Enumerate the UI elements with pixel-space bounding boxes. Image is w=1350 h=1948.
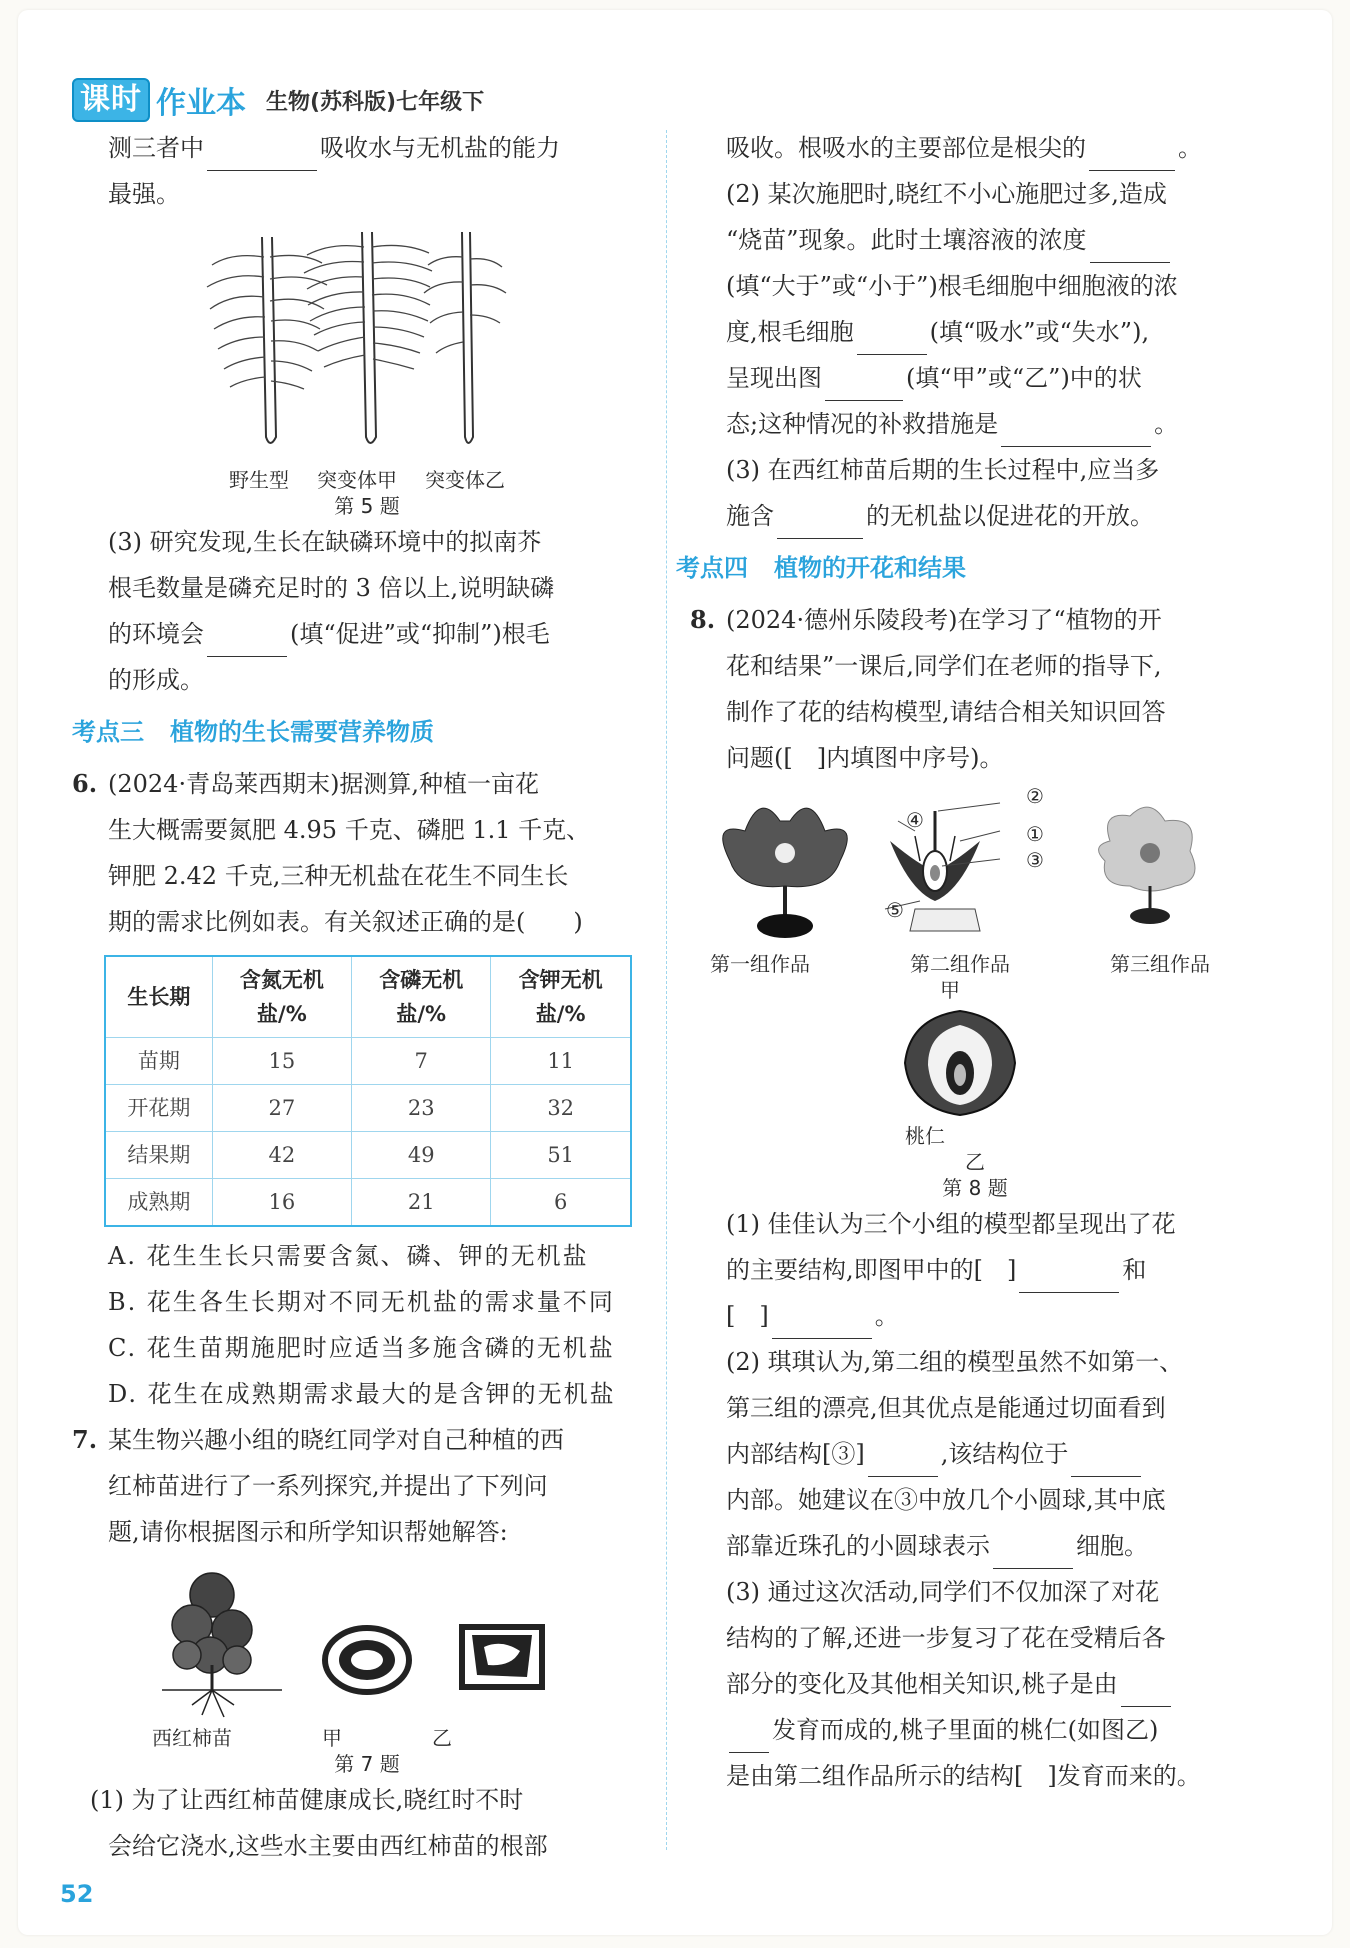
table-header: 含磷无机 盐/% bbox=[352, 956, 491, 1038]
table-row: 苗期 15 7 11 bbox=[105, 1038, 631, 1085]
q8-3-line: 是由第二组作品所示的结构[ ]发育而来的。 bbox=[726, 1762, 1201, 1790]
fig8-label-group1: 第一组作品 bbox=[710, 952, 810, 976]
marker-2: ② bbox=[1026, 784, 1044, 808]
figure-8 bbox=[710, 784, 1270, 951]
q5-3-line: 的环境会 (填“促进”或“抑制”)根毛 bbox=[72, 611, 642, 657]
answer-blank[interactable] bbox=[825, 370, 903, 401]
option-a[interactable]: A. 花生生长只需要含氮、磷、钾的无机盐 bbox=[108, 1242, 589, 1270]
table-row: 开花期 27 23 32 bbox=[105, 1085, 631, 1132]
option-c[interactable]: C. 花生苗期施肥时应适当多施含磷的无机盐 bbox=[108, 1334, 615, 1362]
marker-1: ① bbox=[1026, 822, 1044, 846]
figure-5-labels bbox=[92, 467, 642, 493]
q7-line: 题,请你根据图示和所学知识帮她解答: bbox=[108, 1518, 508, 1546]
q6-line: 6. (2024·青岛莱西期末)据测算,种植一亩花 bbox=[72, 769, 540, 798]
q6-line: 期的需求比例如表。有关叙述正确的是( ) bbox=[108, 908, 583, 936]
answer-blank[interactable] bbox=[772, 1308, 872, 1339]
q8-2-line: 部靠近珠孔的小圆球表示 细胞。 bbox=[690, 1523, 1270, 1569]
q8-2-line: 第三组的漂亮,但其优点是能通过切面看到 bbox=[726, 1394, 1166, 1422]
table-header: 生长期 bbox=[105, 956, 212, 1038]
answer-blank[interactable] bbox=[207, 140, 317, 171]
q7-2-line: 度,根毛细胞 (填“吸水”或“失水”), bbox=[690, 309, 1270, 355]
q8-line: 制作了花的结构模型,请结合相关知识回答 bbox=[726, 698, 1166, 726]
page-number: 52 bbox=[60, 1880, 94, 1908]
q5-tail-line: 最强。 bbox=[108, 180, 180, 208]
section-heading-3: 考点三 植物的生长需要营养物质 bbox=[72, 718, 434, 746]
marker-4: ④ bbox=[906, 808, 924, 832]
figure-7-labels bbox=[152, 1725, 642, 1751]
q7-2-line: (填“大于”或“小于”)根毛细胞中细胞液的浓 bbox=[726, 272, 1178, 300]
q7-1-line: (1) 为了让西红柿苗健康成长,晓红时不时 bbox=[90, 1786, 524, 1814]
logo-badge: 课时 bbox=[72, 78, 150, 122]
q5-3-line: (3) 研究发现,生长在缺磷环境中的拟南芥 bbox=[108, 528, 542, 556]
flower-models-illustration bbox=[710, 791, 1270, 951]
table-header-row bbox=[105, 956, 631, 1038]
q7-2-line: (2) 某次施肥时,晓红不小心施肥过多,造成 bbox=[726, 180, 1167, 208]
fig8-label-yi: 乙 bbox=[965, 1150, 985, 1174]
answer-blank[interactable] bbox=[1071, 1446, 1141, 1477]
answer-blank[interactable] bbox=[993, 1538, 1073, 1569]
q7-2-line: 呈现出图 (填“甲”或“乙”)中的状 bbox=[690, 355, 1270, 401]
logo-title: 作业本 bbox=[156, 86, 246, 121]
answer-blank[interactable] bbox=[857, 324, 927, 355]
answer-blank[interactable] bbox=[729, 1722, 769, 1753]
section-heading-4: 考点四 植物的开花和结果 bbox=[676, 554, 966, 582]
q8-2-line: 内部结构[③] ,该结构位于 bbox=[690, 1431, 1270, 1477]
fig8-label-jia: 甲 bbox=[940, 978, 960, 1002]
answer-blank[interactable] bbox=[1090, 232, 1170, 263]
q7-1-line: 会给它浇水,这些水主要由西红柿苗的根部 bbox=[108, 1832, 548, 1860]
marker-5: ⑤ bbox=[886, 898, 904, 922]
fig8-label-peach-kernel: 桃仁 bbox=[905, 1124, 945, 1148]
q8-3-line: (3) 通过这次活动,同学们不仅加深了对花 bbox=[726, 1578, 1160, 1606]
q8-3-line: 发育而成的,桃子里面的桃仁(如图乙) bbox=[690, 1707, 1270, 1753]
q7-line: 红柿苗进行了一系列探究,并提出了下列问 bbox=[108, 1472, 548, 1500]
page-header bbox=[72, 78, 484, 122]
fig7-label-a: 甲 bbox=[322, 1726, 342, 1750]
group1-flower bbox=[723, 808, 848, 938]
peach-section-illustration bbox=[890, 1003, 1030, 1123]
table-header: 含钾无机 盐/% bbox=[491, 956, 631, 1038]
marker-3: ③ bbox=[1026, 848, 1044, 872]
fig5-label-wild: 野生型 bbox=[229, 468, 289, 492]
q5-3-line: 根毛数量是磷充足时的 3 倍以上,说明缺磷 bbox=[108, 574, 555, 602]
figure-7 bbox=[132, 1555, 642, 1725]
answer-blank[interactable] bbox=[868, 1446, 938, 1477]
fig5-label-mutant-a: 突变体甲 bbox=[317, 468, 397, 492]
group3-flower bbox=[1099, 807, 1195, 924]
q8-line: 8. (2024·德州乐陵段考)在学习了“植物的开 bbox=[690, 605, 1162, 634]
fig8-label-group3: 第三组作品 bbox=[1110, 952, 1210, 976]
q7-3-line: (3) 在西红柿苗后期的生长过程中,应当多 bbox=[726, 456, 1160, 484]
left-column bbox=[72, 125, 642, 1869]
brand-logo bbox=[72, 78, 246, 122]
q8-2-line: 内部。她建议在③中放几个小圆球,其中底 bbox=[726, 1486, 1166, 1514]
q7-1-tail: 吸收。根吸水的主要部位是根尖的 。 bbox=[690, 125, 1270, 171]
answer-blank[interactable] bbox=[1001, 416, 1151, 447]
q5-3-line: 的形成。 bbox=[108, 666, 204, 694]
figure-5-caption: 第 5 题 bbox=[334, 494, 400, 518]
root-hair-illustration bbox=[132, 217, 612, 467]
q6-line: 生大概需要氮肥 4.95 千克、磷肥 1.1 千克、 bbox=[108, 816, 591, 844]
q5-tail-line: 测三者中 吸收水与无机盐的能力 bbox=[72, 125, 642, 171]
q7-2-line: “烧苗”现象。此时土壤溶液的浓度 bbox=[690, 217, 1270, 263]
answer-blank[interactable] bbox=[207, 626, 287, 657]
q6-line: 钾肥 2.42 千克,三种无机盐在花生不同生长 bbox=[108, 862, 569, 890]
q8-line: 问题([ ]内填图中序号)。 bbox=[726, 744, 1004, 772]
fig5-label-mutant-b: 突变体乙 bbox=[425, 468, 505, 492]
q7-2-line: 态;这种情况的补救措施是 。 bbox=[690, 401, 1270, 447]
answer-blank[interactable] bbox=[1089, 140, 1175, 171]
option-d[interactable]: D. 花生在成熟期需求最大的是含钾的无机盐 bbox=[108, 1380, 616, 1408]
fig7-label-seedling: 西红柿苗 bbox=[152, 1726, 232, 1750]
table-row: 结果期 42 49 51 bbox=[105, 1132, 631, 1179]
q8-1-line: (1) 佳佳认为三个小组的模型都呈现出了花 bbox=[726, 1210, 1176, 1238]
answer-blank[interactable] bbox=[777, 508, 863, 539]
q8-2-line: (2) 琪琪认为,第二组的模型虽然不如第一、 bbox=[726, 1348, 1184, 1376]
q8-line: 花和结果”一课后,同学们在老师的指导下, bbox=[726, 652, 1162, 680]
q8-1-line: [ ] 。 bbox=[690, 1293, 1270, 1339]
q7-3-line: 施含 的无机盐以促进花的开放。 bbox=[690, 493, 1270, 539]
nutrient-table bbox=[104, 955, 632, 1227]
table-row: 成熟期 16 21 6 bbox=[105, 1179, 631, 1227]
right-column bbox=[676, 125, 1270, 1799]
figure-5 bbox=[132, 217, 642, 467]
figure-8-labels bbox=[710, 951, 1210, 977]
answer-blank[interactable] bbox=[1121, 1676, 1171, 1707]
answer-blank[interactable] bbox=[1019, 1262, 1119, 1293]
q7-line: 7. 某生物兴趣小组的晓红同学对自己种植的西 bbox=[72, 1425, 564, 1454]
tomato-seedling-illustration bbox=[132, 1555, 612, 1725]
q8-1-line: 的主要结构,即图甲中的[ ] 和 bbox=[690, 1247, 1270, 1293]
subject-label: 生物(苏科版)七年级下 bbox=[266, 89, 485, 115]
fig8-label-group2: 第二组作品 bbox=[910, 952, 1010, 976]
figure-7-caption: 第 7 题 bbox=[334, 1752, 400, 1776]
fig7-label-b: 乙 bbox=[432, 1726, 452, 1750]
q8-3-line: 结构的了解,还进一步复习了花在受精后各 bbox=[726, 1624, 1166, 1652]
figure-8-peach bbox=[890, 1003, 1270, 1123]
table-header: 含氮无机 盐/% bbox=[212, 956, 351, 1038]
option-b[interactable]: B. 花生各生长期对不同无机盐的需求量不同 bbox=[108, 1288, 615, 1316]
q8-3-line: 部分的变化及其他相关知识,桃子是由 bbox=[690, 1661, 1270, 1707]
figure-8-caption: 第 8 题 bbox=[942, 1176, 1008, 1200]
